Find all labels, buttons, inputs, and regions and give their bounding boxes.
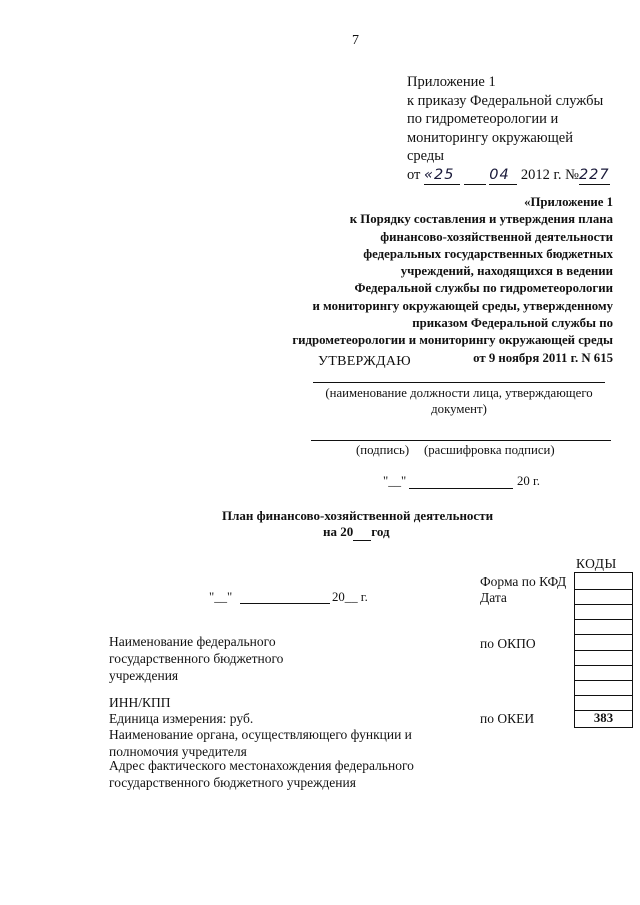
order-number-prefix: №: [565, 166, 579, 183]
appendix-order-line: к приказу Федеральной службы: [407, 92, 604, 109]
codes-row-divider: [574, 619, 633, 620]
approval-date-quote: "__": [383, 474, 407, 488]
codes-header: КОДЫ: [576, 556, 617, 571]
position-caption: [300, 385, 618, 417]
appendix-order-line: Приложение 1: [407, 74, 496, 90]
institution-name-label: [109, 634, 283, 684]
codes-row-divider: [574, 680, 633, 681]
form-kfd-label: Форма по КФД: [480, 574, 567, 589]
order-date-year: 2012 г.: [520, 166, 562, 183]
founder-label: [109, 727, 412, 761]
appendix-order-line: мониторингу окружающей: [407, 129, 573, 146]
procedure-line: учреждений, находящихся в ведении: [400, 264, 613, 279]
address-line: государственного бюджетного учреждения: [109, 774, 356, 790]
order-number-value: 227: [579, 166, 610, 186]
codes-bottom-border: [574, 727, 633, 728]
plan-year-suffix: год: [371, 524, 390, 539]
plan-date-line: [240, 603, 330, 604]
procedure-line: к Порядку составления и утверждения плана: [349, 212, 613, 227]
position-line: [313, 382, 605, 383]
founder-line: Наименование органа, осуществляющего функции и: [109, 727, 412, 742]
institution-name-line: государственного бюджетного: [109, 650, 284, 666]
unit-label: Единица измерения: руб.: [109, 711, 254, 726]
order-date-prefix: от: [407, 166, 421, 183]
plan-date-quote: "__": [209, 590, 233, 604]
codes-row-divider: [574, 634, 633, 635]
plan-year-line: [323, 524, 390, 541]
procedure-line: от 9 ноября 2011 г. N 615: [473, 350, 613, 365]
order-date-month: 04: [489, 166, 517, 186]
okpo-label: по ОКПО: [480, 636, 536, 651]
page-number: 7: [352, 33, 359, 48]
decoding-caption: (расшифровка подписи): [424, 443, 555, 457]
procedure-line: федеральных государственных бюджетных: [363, 246, 613, 261]
codes-top-border: [574, 572, 633, 573]
approval-date-year: 20 г.: [517, 474, 541, 488]
codes-row-divider: [574, 665, 633, 666]
date-label: Дата: [480, 590, 507, 605]
address-line: Адрес фактического местонахождения федерального: [109, 758, 414, 773]
appendix-order-block: [407, 73, 610, 185]
okei-label: по ОКЕИ: [480, 711, 535, 726]
procedure-line: приказом Федеральной службы по: [412, 316, 613, 331]
appendix-procedure-block: [292, 194, 613, 367]
inn-kpp-label: ИНН/КПП: [109, 695, 171, 710]
founder-line: полномочия учредителя: [109, 743, 247, 759]
institution-name-line: учреждения: [109, 667, 179, 683]
procedure-line: «Приложение 1: [524, 195, 613, 209]
signature-caption: (подпись): [356, 443, 410, 457]
order-date-day: «25: [424, 166, 460, 186]
codes-row-divider: [574, 695, 633, 696]
signature-line: [311, 440, 611, 441]
procedure-line: гидрометеорологии и мониторингу окружающей среды: [292, 333, 613, 348]
codes-row-divider: [574, 604, 633, 605]
order-date-gap: [464, 166, 486, 186]
plan-year-blank: [353, 524, 371, 541]
procedure-line: финансово-хозяйственной деятельности: [380, 229, 613, 244]
plan-date-year: 20__ г.: [332, 590, 368, 604]
plan-title: План финансово-хозяйственной деятельности: [222, 508, 494, 523]
plan-year-prefix: на 20: [323, 524, 354, 539]
procedure-line: Федеральной службы по гидрометеорологии: [354, 281, 613, 296]
codes-row-divider: [574, 589, 633, 590]
address-label: [109, 758, 414, 792]
position-caption-line: (наименование должности лица, утверждающего: [325, 386, 593, 400]
position-caption-line: документ): [431, 402, 487, 416]
okei-code-value: 383: [593, 711, 614, 725]
appendix-order-line: по гидрометеорологии и: [407, 111, 559, 127]
approval-date-line: [409, 488, 513, 489]
codes-row-divider: [574, 650, 633, 651]
approve-heading: УТВЕРЖДАЮ: [318, 354, 411, 369]
procedure-line: и мониторингу окружающей среды, утвержденному: [312, 298, 613, 313]
appendix-order-line: среды: [407, 148, 445, 164]
order-date-line: [407, 166, 610, 186]
institution-name-line: Наименование федерального: [109, 634, 276, 649]
